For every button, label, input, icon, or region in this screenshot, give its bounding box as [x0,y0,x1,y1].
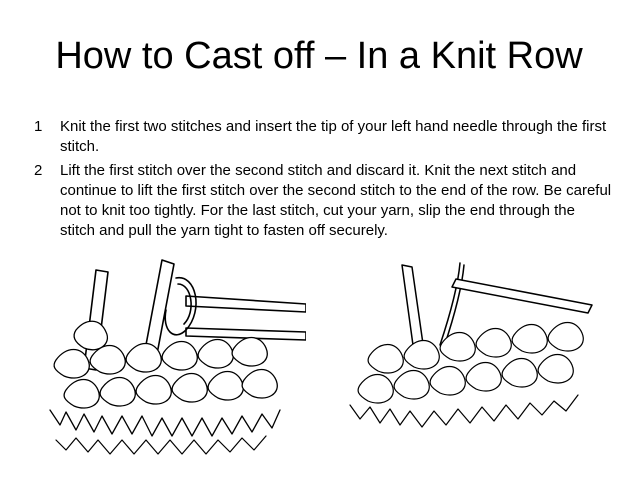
knitting-needles-lifting-stitch-illustration [36,250,306,460]
knitting-cast-off-row-illustration [330,255,600,435]
instruction-step-2 [34,161,614,241]
step-text: Lift the first stitch over the second stitch and discard it. Knit the next stitch and continue to lift the first stitch over the second stitch to the end of the row. Be careful not to knit too tightly. For the last stitch, cut your yarn, slip the end through the stitch and pull the yarn tight to fasten off securely. [60,162,612,239]
instruction-list [34,117,614,245]
step-number: 1 [34,118,43,135]
step-number: 2 [34,162,43,179]
slide-title: How to Cast off – In a Knit Row [55,35,583,77]
step-text: Knit the first two stitches and insert the tip of your left hand needle through the first stitch. [60,118,607,155]
instruction-step-1 [34,117,614,157]
